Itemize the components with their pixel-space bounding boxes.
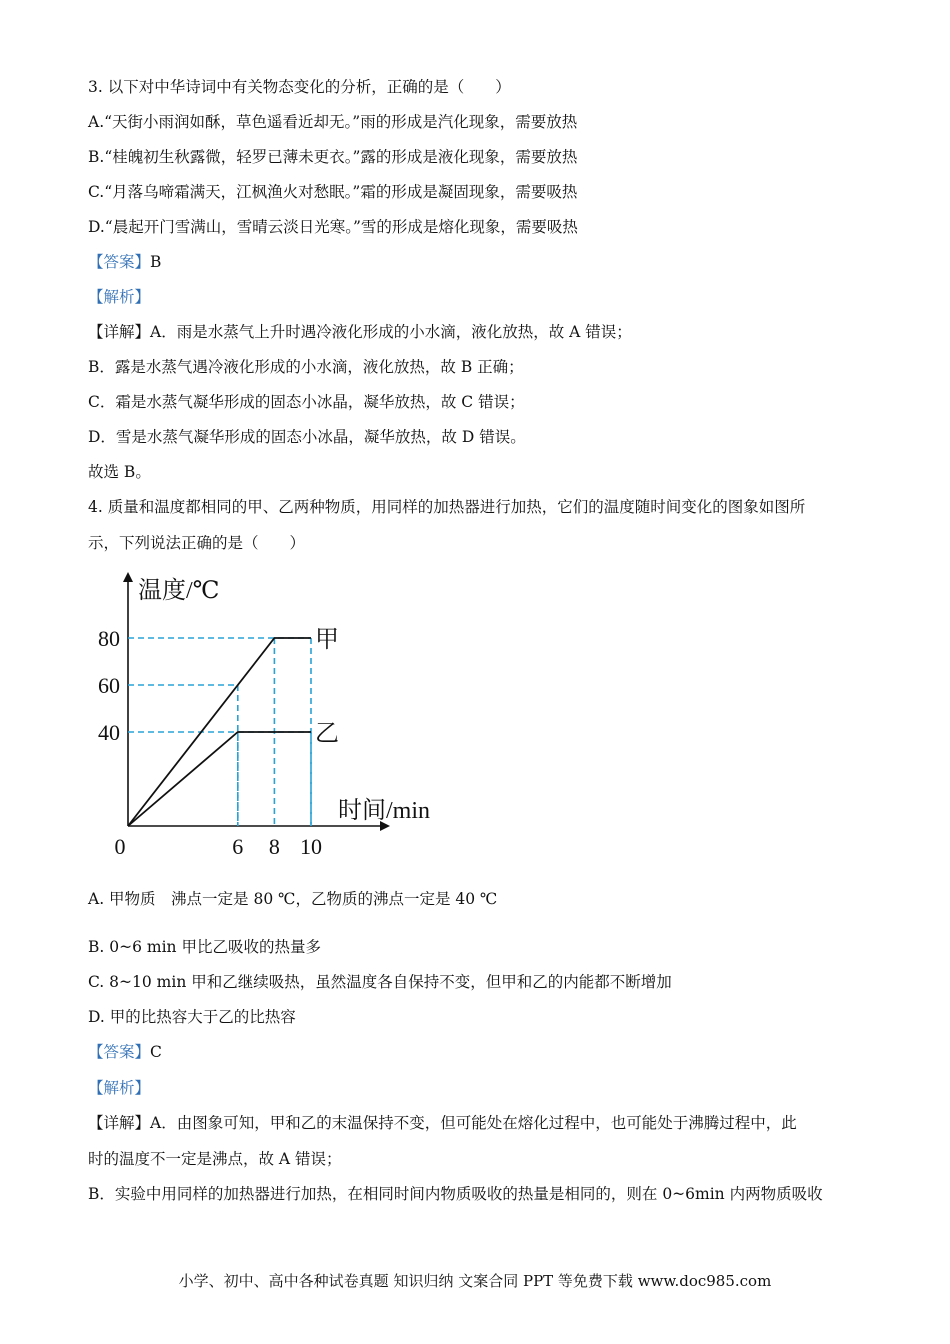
q3-analysis-tag: 【解析】 bbox=[88, 288, 151, 306]
q3-conclusion: 故选 B。 bbox=[88, 463, 151, 481]
q3-option-d: D.“晨起开门雪满山，雪晴云淡日光寒。”雪的形成是熔化现象，需要吸热 bbox=[88, 218, 578, 236]
q3-answer-tag: 【答案】 bbox=[88, 253, 151, 271]
series-label-1: 甲 bbox=[315, 627, 339, 653]
x-tick-8: 8 bbox=[268, 834, 280, 859]
q4-detail-tag: 【详解】 bbox=[88, 1114, 151, 1132]
temperature-time-graph bbox=[88, 568, 448, 868]
q3-detail-b: B．露是水蒸气遇冷液化形成的小水滴，液化放热，故 B 正确； bbox=[88, 358, 524, 376]
q3-option-b: B.“桂魄初生秋露微，轻罗已薄未更衣。”露的形成是液化现象，需要放热 bbox=[88, 148, 578, 166]
q3-detail-d: D．雪是水蒸气凝华形成的固态小冰晶，凝华放热，故 D 错误。 bbox=[88, 428, 526, 446]
q3-option-c: C.“月落乌啼霜满天，江枫渔火对愁眠。”霜的形成是凝固现象，需要吸热 bbox=[88, 183, 578, 201]
q4-option-d: D. 甲的比热容大于乙的比热容 bbox=[88, 1008, 296, 1026]
q3-answer bbox=[88, 252, 161, 272]
q3-detail-c: C．霜是水蒸气凝华形成的固态小冰晶，凝华放热，故 C 错误； bbox=[88, 393, 525, 411]
origin-label: 0 bbox=[114, 834, 126, 859]
q3-detail-a-text: A．雨是水蒸气上升时遇冷液化形成的小水滴，液化放热，故 A 错误； bbox=[150, 323, 632, 341]
y-axis-label: 温度/℃ bbox=[138, 578, 220, 604]
q4-option-b: B. 0~6 min 甲比乙吸收的热量多 bbox=[88, 938, 321, 956]
q4-answer bbox=[88, 1042, 162, 1062]
q3-stem: 3. 以下对中华诗词中有关物态变化的分析，正确的是（ ） bbox=[88, 78, 511, 96]
q4-option-a: A. 甲物质 沸点一定是 80 ℃，乙物质的沸点一定是 40 ℃ bbox=[88, 890, 498, 908]
y-tick-80: 80 bbox=[98, 626, 120, 651]
q4-detail-a-line2: 时的温度不一定是沸点，故 A 错误； bbox=[88, 1150, 342, 1168]
x-tick-10: 10 bbox=[300, 834, 322, 859]
page-footer: 小学、初中、高中各种试卷真题 知识归纳 文案合同 PPT 等免费下载 www.doc985.com bbox=[178, 1272, 772, 1290]
y-tick-40: 40 bbox=[98, 720, 120, 745]
x-tick-6: 6 bbox=[232, 834, 244, 859]
q4-answer-value: C bbox=[150, 1043, 162, 1061]
q4-option-c: C. 8~10 min 甲和乙继续吸热，虽然温度各自保持不变，但甲和乙的内能都不断增加 bbox=[88, 973, 672, 991]
q3-detail-a bbox=[88, 322, 632, 342]
q4-stem-line2: 示，下列说法正确的是（ ） bbox=[88, 534, 306, 552]
q4-detail-a-line1 bbox=[88, 1113, 797, 1133]
q3-option-a: A.“天街小雨润如酥，草色遥看近却无。”雨的形成是汽化现象，需要放热 bbox=[88, 113, 578, 131]
series-label-2: 乙 bbox=[315, 721, 339, 747]
q4-detail-a-text: A．由图象可知，甲和乙的末温保持不变，但可能处在熔化过程中，也可能处于沸腾过程中，此 bbox=[150, 1114, 797, 1132]
q3-answer-value: B bbox=[150, 253, 162, 271]
q4-analysis-tag: 【解析】 bbox=[88, 1079, 151, 1097]
q4-answer-tag: 【答案】 bbox=[88, 1043, 151, 1061]
y-tick-60: 60 bbox=[98, 673, 120, 698]
x-axis-label: 时间/min bbox=[338, 798, 431, 824]
q4-detail-b-line1: B．实验中用同样的加热器进行加热，在相同时间内物质吸收的热量是相同的，则在 0~6min 内两物质吸收 bbox=[88, 1185, 823, 1203]
q4-stem-line1: 4. 质量和温度都相同的甲、乙两种物质，用同样的加热器进行加热，它们的温度随时间变化的图象如图所 bbox=[88, 498, 806, 516]
series-line-2 bbox=[128, 732, 311, 826]
q3-detail-tag: 【详解】 bbox=[88, 323, 151, 341]
